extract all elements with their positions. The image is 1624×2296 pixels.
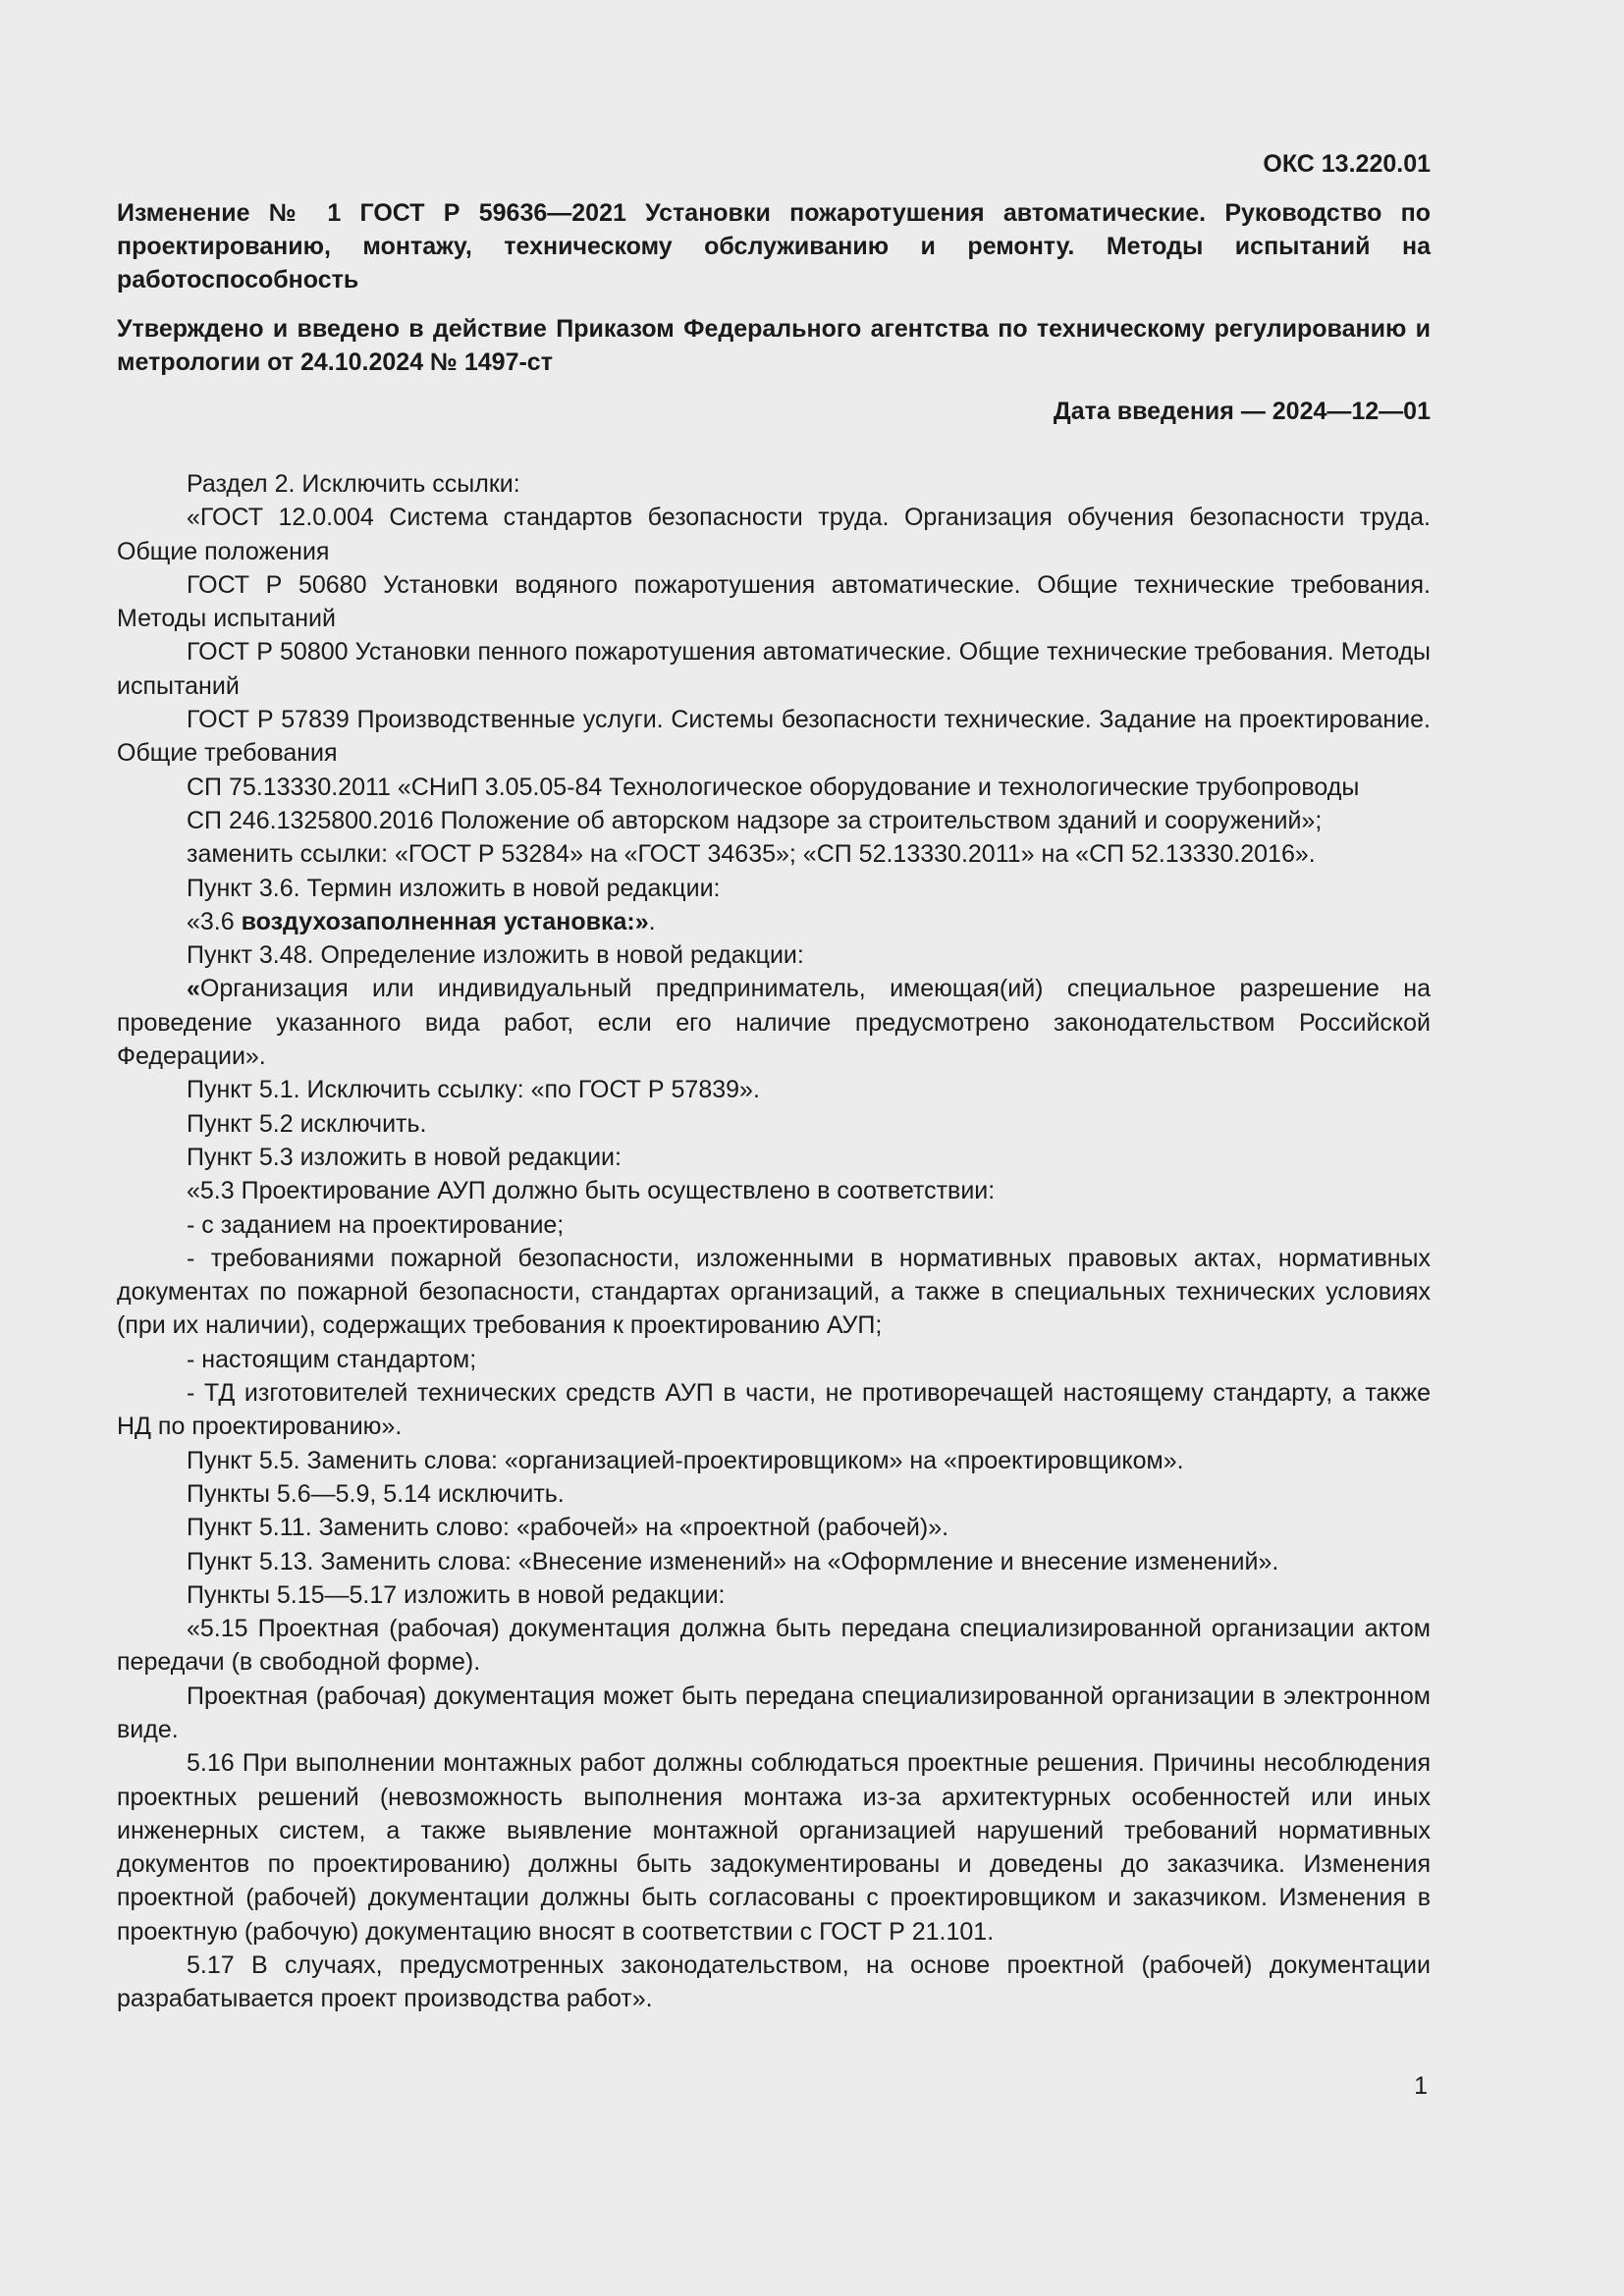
paragraph: Пункт 5.5. Заменить слова: «организацией-проектировщиком» на «проектировщиком». (187, 1446, 1184, 1474)
paragraph: Пункт 3.6. Термин изложить в новой редакции: (187, 874, 721, 902)
paragraph: - с заданием на проектирование; (187, 1210, 565, 1239)
effective-date: Дата введения — 2024—12—01 (1053, 398, 1431, 425)
paragraph: Раздел 2. Исключить ссылки: (187, 470, 520, 498)
paragraph: «5.15 Проектная (рабочая) документация должна быть передана специализированной организации актом передачи (в свободной форме). (117, 1615, 1431, 1677)
paragraph: Пункты 5.15—5.17 изложить в новой редакции: (187, 1580, 726, 1609)
paragraph: - ТД изготовителей технических средств АУП в части, не противоречащей настоящему стандарту, а также НД по проектированию». (117, 1379, 1431, 1441)
paragraph-text: «3.6 (187, 907, 242, 935)
paragraph: «ГОСТ 12.0.004 Система стандартов безопасности труда. Организация обучения безопасности труда. Общие положения (117, 504, 1431, 565)
paragraph-text: . (648, 907, 656, 935)
paragraph: 5.17 В случаях, предусмотренных законодательством, на основе проектной (рабочей) документации разрабатывается проект производства работ». (117, 1951, 1431, 2013)
paragraph: 5.16 При выполнении монтажных работ должны соблюдаться проектные решения. Причины несоблюдения проектных решений (невозможность выполнения монтажа из-за архитектурных особенностей или иных инженерных систем, а также выявление монтажной организацией нарушений требований нормативных документов по проектированию) должны быть задокументированы и доведены до заказчика. Изменения проектной (рабочей) документации должны быть согласованы с проектировщиком и заказчиком. Изменения в проектную (рабочую) документацию вносят в соответствии с ГОСТ Р 21.101. (117, 1749, 1431, 1946)
quote-mark-bold: « (187, 975, 200, 1003)
page-number: 1 (1414, 2072, 1428, 2100)
classification-code: ОКС 13.220.01 (1263, 150, 1431, 178)
paragraph: Пункт 5.3 изложить в новой редакции: (187, 1143, 622, 1171)
paragraph-text: Организация или индивидуальный предприниматель, имеющая(ий) специальное разрешение на проведение указанного вида работ, если его наличие предусмотрено законодательством Российской Федерации». (117, 975, 1431, 1071)
paragraph: «5.3 Проектирование АУП должно быть осуществлено в соответствии: (187, 1177, 996, 1205)
paragraph: СП 246.1325800.2016 Положение об авторском надзоре за строительством зданий и сооружений»; (187, 806, 1323, 834)
paragraph: Пункт 5.11. Заменить слово: «рабочей» на «проектной (рабочей)». (187, 1514, 949, 1542)
paragraph: ГОСТ Р 50680 Установки водяного пожаротушения автоматические. Общие технические требования. Методы испытаний (117, 570, 1431, 633)
paragraph: СП 75.13330.2011 «СНиП 3.05.05-84 Технологическое оборудование и технологические трубопроводы (187, 773, 1360, 801)
document-title: Изменение № 1 ГОСТ Р 59636—2021 Установки пожаротушения автоматические. Руководство по проектированию, монтажу, техническому обслуживанию и ремонту. Методы испытаний на работоспособность (117, 199, 1431, 294)
paragraph: ГОСТ Р 57839 Производственные услуги. Системы безопасности технические. Задание на проектирование. Общие требования (117, 706, 1431, 768)
paragraph (117, 905, 1431, 938)
paragraph: Пункт 5.2 исключить. (187, 1109, 427, 1138)
approval-statement: Утверждено и введено в действие Приказом Федерального агентства по техническому регулированию и метрологии от 24.10.2024 № 1497-ст (117, 315, 1431, 376)
paragraph: заменить ссылки: «ГОСТ Р 53284» на «ГОСТ 34635»; «СП 52.13330.2011» на «СП 52.13330.2016». (187, 840, 1316, 869)
paragraph: - требованиями пожарной безопасности, изложенными в нормативных правовых актах, нормативных документах по пожарной безопасности, стандартах организаций, а также в специальных технических условиях (при их наличии), содержащих требования к проектированию АУП; (117, 1244, 1431, 1340)
paragraph: - настоящим стандартом; (187, 1345, 477, 1373)
paragraph (117, 972, 1431, 1073)
paragraph: Проектная (рабочая) документация может быть передана специализированной организации в электронном виде. (117, 1682, 1431, 1743)
paragraph: Пункт 5.13. Заменить слова: «Внесение изменений» на «Оформление и внесение изменений». (187, 1547, 1279, 1575)
paragraph: Пункты 5.6—5.9, 5.14 исключить. (187, 1479, 565, 1508)
document-body (117, 467, 1431, 2016)
paragraph: ГОСТ Р 50800 Установки пенного пожаротушения автоматические. Общие технические требования. Методы испытаний (117, 638, 1431, 700)
paragraph: Пункт 3.48. Определение изложить в новой редакции: (187, 941, 804, 970)
paragraph: Пункт 5.1. Исключить ссылку: «по ГОСТ Р 57839». (187, 1076, 760, 1104)
document-content (117, 147, 1431, 2016)
term-bold: воздухозаполненная установка:» (241, 907, 649, 935)
